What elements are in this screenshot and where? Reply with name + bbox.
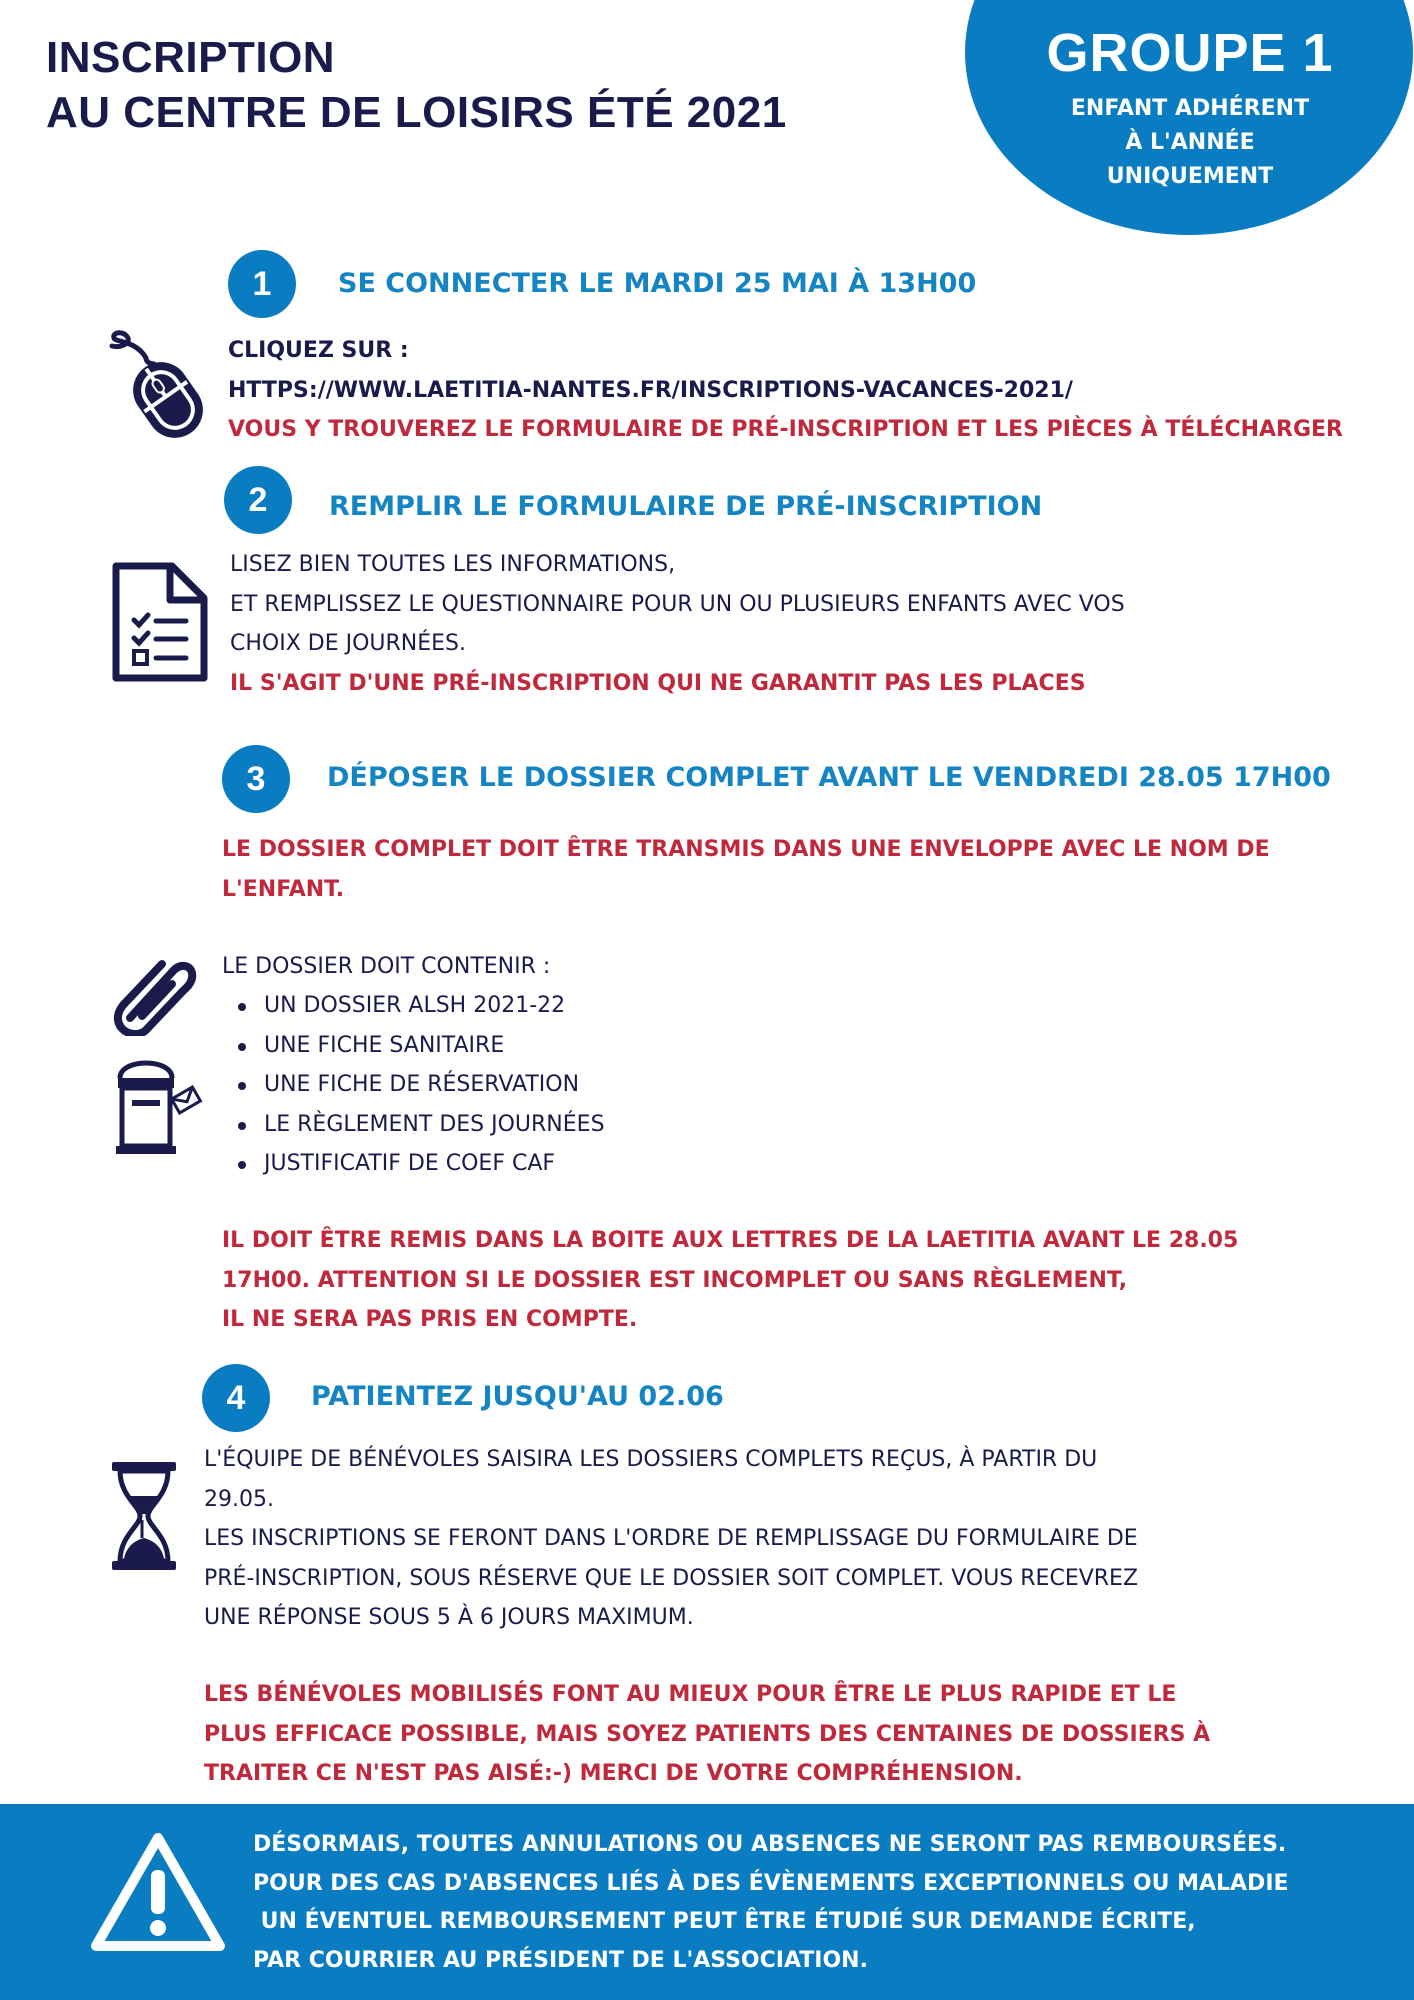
footer-line: PAR COURRIER AU PRÉSIDENT DE L'ASSOCIATION. bbox=[253, 1947, 868, 1973]
step-4-note-line: TRAITER CE N'EST PAS AISÉ:-) MERCI DE VOTRE COMPRÉHENSION. bbox=[204, 1761, 1023, 1786]
step-4-note-line: LES BÉNÉVOLES MOBILISÉS FONT AU MIEUX POUR ÊTRE LE PLUS RAPIDE ET LE bbox=[204, 1682, 1177, 1707]
footer-line: UN ÉVENTUEL REMBOURSEMENT PEUT ÊTRE ÉTUDIÉ SUR DEMANDE ÉCRITE, bbox=[253, 1909, 1196, 1934]
step-3-note-bottom bbox=[222, 1221, 1238, 1340]
step-3-note-line: L'ENFANT. bbox=[222, 876, 345, 902]
warning-icon bbox=[88, 1830, 228, 1954]
step-2-note: IL S'AGIT D'UNE PRÉ-INSCRIPTION QUI NE GARANTIT PAS LES PLACES bbox=[230, 670, 1086, 696]
mailbox-icon bbox=[112, 1048, 206, 1158]
step-3-note-top bbox=[222, 830, 1270, 909]
step-1-title: SE CONNECTER LE MARDI 25 MAI À 13H00 bbox=[338, 268, 977, 299]
step-4-line: PRÉ-INSCRIPTION, SOUS RÉSERVE QUE LE DOSSIER SOIT COMPLET. VOUS RECEVREZ bbox=[204, 1565, 1139, 1591]
step-4-title: PATIENTEZ JUSQU'AU 02.06 bbox=[311, 1381, 724, 1412]
hourglass-icon bbox=[110, 1460, 178, 1572]
step-4-note bbox=[204, 1675, 1210, 1794]
group-subtitle bbox=[975, 92, 1405, 194]
list-item: JUSTIFICATIF DE COEF CAF bbox=[236, 1144, 605, 1184]
footer-line: POUR DES CAS D'ABSENCES LIÉS À DES ÉVÈNEMENTS EXCEPTIONNELS OU MALADIE bbox=[253, 1870, 1289, 1896]
checklist-document-icon bbox=[110, 560, 210, 684]
step-3-note-line: LE DOSSIER COMPLET DOIT ÊTRE TRANSMIS DANS UNE ENVELOPPE AVEC LE NOM DE bbox=[222, 837, 1270, 862]
step-3-note-line: IL NE SERA PAS PRIS EN COMPTE. bbox=[222, 1307, 638, 1332]
step-1-line: CLIQUEZ SUR : bbox=[228, 338, 409, 363]
page-title bbox=[46, 30, 787, 140]
step-4-line: LES INSCRIPTIONS SE FERONT DANS L'ORDRE DE REMPLISSAGE DU FORMULAIRE DE bbox=[204, 1526, 1138, 1551]
footer-notice bbox=[253, 1826, 1289, 1980]
step-2-text bbox=[230, 545, 1125, 703]
step-3-note-line: IL DOIT ÊTRE REMIS DANS LA BOITE AUX LETTRES DE LA LAETITIA AVANT LE 28.05 bbox=[222, 1228, 1239, 1253]
step-4-line: L'ÉQUIPE DE BÉNÉVOLES SAISIRA LES DOSSIERS COMPLETS REÇUS, À PARTIR DU bbox=[204, 1447, 1098, 1472]
step-1-link[interactable]: HTTPS://WWW.LAETITIA-NANTES.FR/INSCRIPTIONS-VACANCES-2021/ bbox=[228, 377, 1073, 403]
step-4-number: 4 bbox=[202, 1364, 270, 1432]
step-3-number: 3 bbox=[222, 745, 290, 813]
step-2-line: ET REMPLISSEZ LE QUESTIONNAIRE POUR UN OU PLUSIEURS ENFANTS AVEC VOS bbox=[230, 591, 1125, 617]
step-1-number: 1 bbox=[228, 250, 296, 318]
group-subtitle-line: UNIQUEMENT bbox=[1106, 164, 1274, 189]
group-title: GROUPE 1 bbox=[1046, 23, 1334, 83]
title-line-2: AU CENTRE DE LOISIRS ÉTÉ 2021 bbox=[46, 88, 787, 137]
list-item: LE RÈGLEMENT DES JOURNÉES bbox=[236, 1105, 605, 1145]
list-item: UNE FICHE DE RÉSERVATION bbox=[236, 1065, 605, 1105]
group-subtitle-line: À L'ANNÉE bbox=[1125, 130, 1255, 155]
step-3-list-intro: LE DOSSIER DOIT CONTENIR : bbox=[222, 954, 551, 979]
step-1-note: VOUS Y TROUVEREZ LE FORMULAIRE DE PRÉ-INSCRIPTION ET LES PIÈCES À TÉLÉCHARGER bbox=[228, 417, 1343, 442]
mouse-icon bbox=[106, 330, 212, 440]
footer-line: DÉSORMAIS, TOUTES ANNULATIONS OU ABSENCES NE SERONT PAS REMBOURSÉES. bbox=[253, 1832, 1287, 1857]
list-item: UN DOSSIER ALSH 2021-22 bbox=[236, 986, 605, 1026]
step-4-line: 29.05. bbox=[204, 1486, 274, 1512]
paperclip-icon bbox=[112, 952, 200, 1036]
step-2-title: REMPLIR LE FORMULAIRE DE PRÉ-INSCRIPTION bbox=[329, 491, 1043, 522]
step-4-note-line: PLUS EFFICACE POSSIBLE, MAIS SOYEZ PATIENTS DES CENTAINES DE DOSSIERS À bbox=[204, 1721, 1211, 1747]
step-4-line: UNE RÉPONSE SOUS 5 À 6 JOURS MAXIMUM. bbox=[204, 1605, 694, 1630]
step-4-text bbox=[204, 1440, 1138, 1638]
step-3-title: DÉPOSER LE DOSSIER COMPLET AVANT LE VENDREDI 28.05 17H00 bbox=[327, 762, 1331, 793]
step-3-document-list bbox=[236, 986, 605, 1184]
step-2-number: 2 bbox=[224, 466, 292, 534]
title-line-1: INSCRIPTION bbox=[46, 33, 336, 82]
step-3-note-line: 17H00. ATTENTION SI LE DOSSIER EST INCOMPLET OU SANS RÈGLEMENT, bbox=[222, 1267, 1128, 1293]
step-2-line: LISEZ BIEN TOUTES LES INFORMATIONS, bbox=[230, 552, 676, 577]
step-1-text bbox=[228, 331, 1343, 450]
group-subtitle-line: ENFANT ADHÉRENT bbox=[1070, 96, 1310, 121]
list-item: UNE FICHE SANITAIRE bbox=[236, 1026, 605, 1066]
step-2-line: CHOIX DE JOURNÉES. bbox=[230, 631, 467, 656]
